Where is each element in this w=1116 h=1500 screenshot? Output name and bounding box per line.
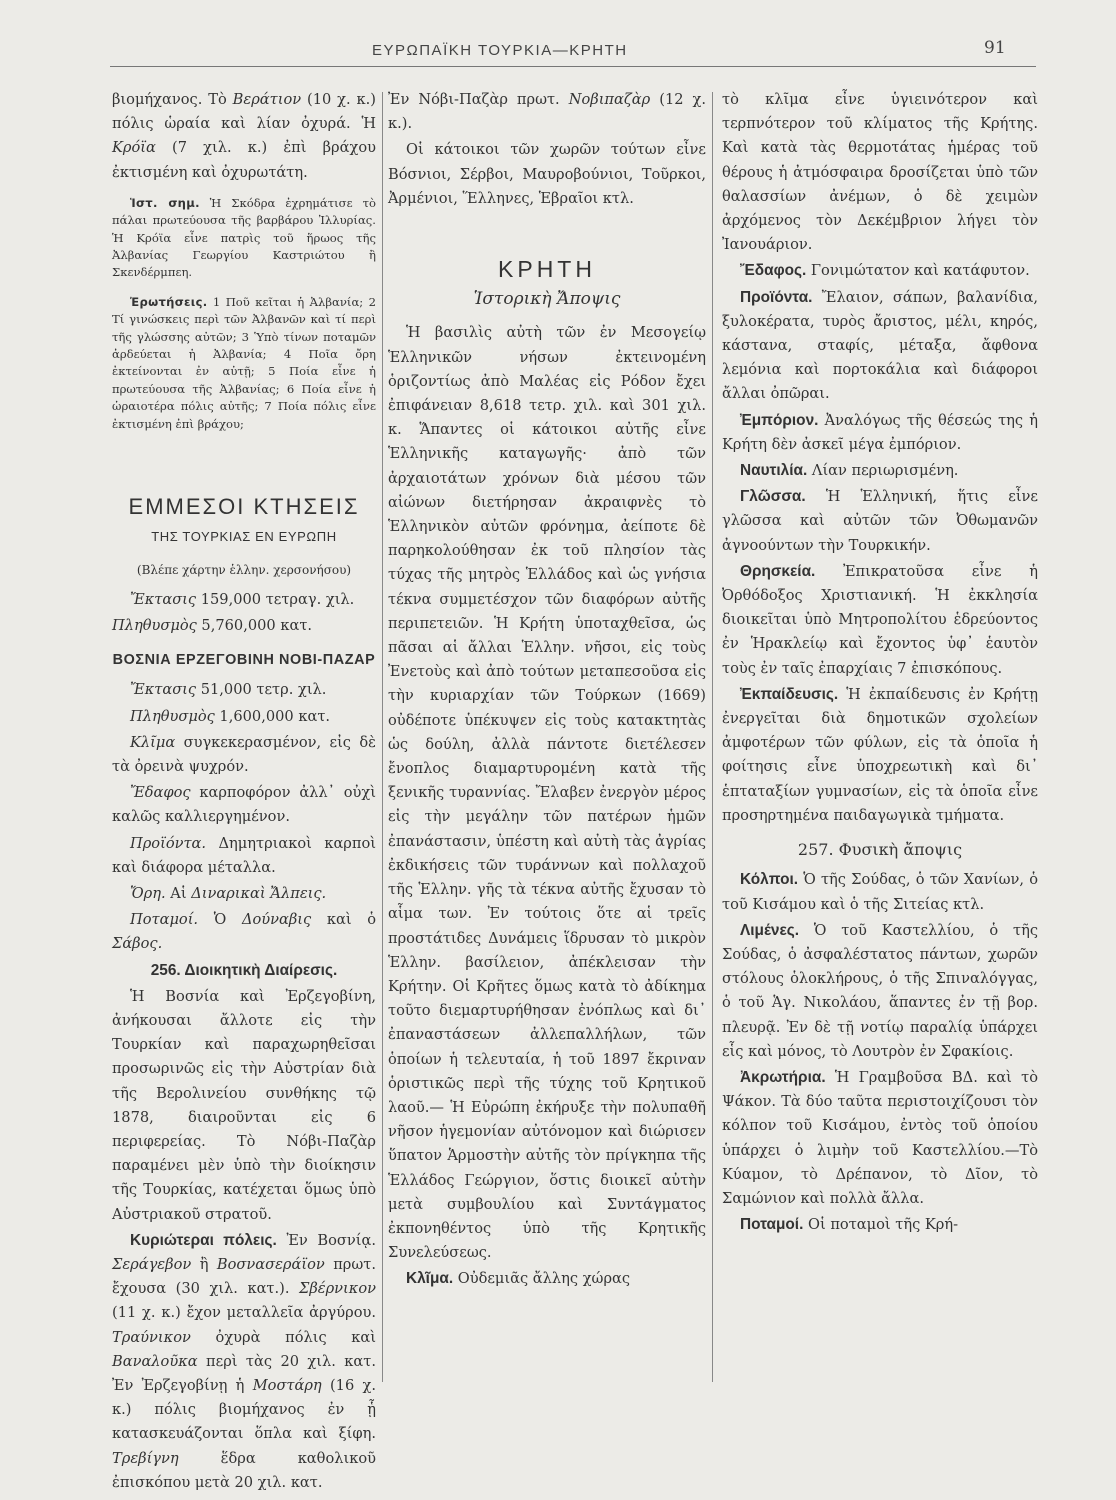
column-1	[112, 88, 376, 1497]
inhabitants-paragraph: Οἱ κάτοικοι τῶν χωρῶν τούτων εἶνε Βόσνιοι, Σέρβοι, Μαυροβούνιοι, Τοῦρκοι, Ἀρμένιοι, Ἕλληνες, Ἑβραῖοι κτλ.	[388, 141, 706, 207]
climate-continuation: τὸ κλῖμα εἶνε ὑγιεινότερον καὶ τερπνότερον τοῦ κλίματος τῆς Κρήτης. Καὶ κατὰ τὰς θερμοτάτας ἡμέρας τοῦ θέρους ἡ ἀτμόσφαιρα δροσίζεται ὑπὸ τῶν θαλασσίων ἀνέμων, ὁ δὲ χειμὼν ἀρχόμενος τὸν Δεκέμβριον λήγει τὸν Ἰανουάριον.	[722, 91, 1038, 254]
historical-note: Ἱστ. σημ. Ἡ Σκόδρα ἐχρημάτισε τὸ πάλαι πρωτεύουσα τῆς βαρβάρου Ἰλλυρίας. Ἡ Κρόϊα εἶνε πατρὶς τοῦ ἥρωος τῆς Ἀλβανίας Γεωργίου Καστριώτου ἢ Σκενδέρμπεη.	[112, 195, 376, 280]
questions: Ἐρωτήσεις. 1 Ποῦ κεῖται ἡ Ἀλβανία; 2 Τί γινώσκεις περὶ τῶν Ἀλβανῶν καὶ τί περὶ τῆς γλώσσης αὐτῶν; 3 Ὑπὸ τίνων ποταμῶν ἀρδεύεται ἡ Ἀλβανία; 4 Ποῖα ὄρη ἐκτείνονται ἐν αὐτῇ; 5 Ποία εἶνε ἡ πρωτεύουσα τῆς Ἀλβανίας; 6 Ποία εἶνε ἡ ὡραιοτέρα πόλις αὐτῆς; 7 Ποία πόλις εἶνε ἐκτισμένη ἐπὶ βράχου;	[112, 294, 376, 431]
bosnia-products: Προϊόντα. Δημητριακοὶ καρποὶ καὶ διάφορα μέταλλα.	[112, 834, 376, 876]
section-257-heading: 257. Φυσικὴ ἄποψις	[797, 840, 963, 860]
bosnia-population: Πληθυσμὸς 1,600,000 κατ.	[130, 707, 331, 725]
bosnia-mountains: Ὄρη. Αἱ Διναρικαὶ Ἄλπεις.	[130, 884, 327, 902]
crete-history-text: Ἡ βασιλὶς αὐτὴ τῶν ἐν Μεσογείῳ Ἑλληνικῶν νήσων ἐκτεινομένη ὁριζοντίως ἀπὸ Μαλέας εἰς Ρόδον ἔχει ἐπιφάνειαν 8,618 τετρ. χιλ. καὶ 301 χιλ. κ. Ἅπαντες οἱ κάτοικοι αὐτῆς εἶνε Ἑλληνικῆς καταγωγῆς· ἀπὸ τῶν ἀρχαιοτάτων χρόνων διὰ μέσου τῶν αἰώνων διετήρησαν ἀκραιφνὲς τὸ Ἑλληνικὸν αὐτῶν φρόνημα, ἀείποτε δὲ παρηκολούθησαν ἐκ τοῦ πλησίον τὰς τύχας τῆς μητρὸς Ἑλλάδος καὶ ὡς γνήσια τέκνα συμμετέσχον τῶν διαφόρων αὐτῆς περιπετειῶν. Ἡ Κρήτη ὑποταχθεῖσα, ὡς πᾶσαι αἱ ἄλλαι Ἑλλην. νῆσοι, εἰς τοὺς Ἐνετοὺς καὶ ἀπὸ τούτων μεταπεσοῦσα εἰς τὴν κυριαρχίαν τῶν Τούρκων (1669) οὐδέποτε ὑπέκυψεν εἰς τοὺς κατακτητὰς ὡς δούλη, ἀλλὰ πάντοτε διετέλεσεν ἔνοπλος διαμαρτυρομένη κατὰ τῆς ξενικῆς τυραννίας. Ἔλαβεν ἐνεργὸν μέρος εἰς τὴν μεγάλην τῶν πατέρων ἡμῶν ἐπανάστασιν, ὑπέστη καὶ αὐτὴ τὰς ἀγρίας ἐκδικήσεις τῶν τυράννων καὶ πολλαχοῦ τῆς Ἑλλην. γῆς τὰ τέκνα αὐτῆς ἔχυσαν τὸ αἷμα των. Ἐν τούτοις ὅτε αἱ τρεῖς προστάτιδες Δυνάμεις ἵδρυσαν τὸ μικρὸν Ἑλλην. βασίλειον, ἀπέκλεισαν τὴν Κρήτην. Οἱ Κρῆτες ὅμως κατὰ τὸ ἀδίκημα τοῦτο διεμαρτυρήθησαν ἐνόπλως καὶ δι᾽ ἐπαναστάσεων ἀλλεπαλλήλων, τῶν ὁποίων ἡ τελευταία, ἡ τοῦ 1897 ἔκριναν ὁριστικῶς περὶ τῆς τύχης τοῦ Κρητικοῦ λαοῦ.— Ἡ Εὐρώπη ἐκήρυξε τὴν πολυπαθῆ νῆσον ἡγεμονίαν αὐτόνομον καὶ διώρισεν ὕπατον Ἁρμοστὴν αὐτῆς τὸν πρίγκηπα τῆς Ἑλλάδος Γεώργιον, ὅστις διοικεῖ αὐτὴν μετὰ συμβουλίου καὶ Συντάγματος ἐκπονηθέντος ὑπὸ τῆς Κρητικῆς Συνελεύσεως.	[388, 324, 706, 1262]
population-line: Πληθυσμὸς 5,760,000 κατ.	[112, 616, 313, 634]
bosnia-climate: Κλῖμα συγκεκερασμένον, εἰς δὲ τὰ ὀρεινὰ ψυχρόν.	[112, 733, 376, 775]
section-title-indirect-possessions: ΕΜΜΕΣΟΙ ΚΤΗΣΕΙΣ	[128, 494, 360, 520]
header-rule	[110, 66, 1036, 67]
crete-soil: Ἔδαφος. Γονιμώτατον καὶ κατάφυτον.	[740, 262, 1030, 280]
bosnia-area: Ἔκτασις 51,000 τετρ. χιλ.	[130, 681, 327, 699]
crete-capes: Ἀκρωτήρια. Ἡ Γραμβοῦσα ΒΔ. καὶ τὸ Ψάκον. Τὰ δύο ταῦτα περιστοιχίζουσι τὸν κόλπον τοῦ Κισάμου, ἐντὸς τοῦ ὁποίου ὑπάρχει ὁ λιμὴν τοῦ Καστελλίου.—Τὸ Κύαμον, τὸ Δρέπανον, τὸ Δῖον, τὸ Σαμώνιον καὶ πολλὰ ἄλλα.	[722, 1068, 1038, 1207]
crete-ports: Λιμένες. Ὁ τοῦ Καστελλίου, ὁ τῆς Σούδας, ὁ ἀσφαλέστατος πάντων, χωρῶν στόλους ὁλοκλήρους, ὁ τῆς Σπιναλόγγας, ὁ τοῦ Ἁγ. Νικολάου, ἅπαντες ἐν τῇ βορ. πλευρᾷ. Ἐν δὲ τῇ νοτίῳ παραλίᾳ ὑπάρχει εἷς καὶ μόνος, τὸ Λουτρὸν ἐν Σφακίοις.	[722, 921, 1038, 1060]
page-number: 91	[984, 38, 1006, 58]
column-divider-1	[382, 92, 383, 1382]
bosnia-rivers: Ποταμοί. Ὁ Δούναβις καὶ ὁ Σάβος.	[112, 911, 376, 953]
bosnia-heading: ΒΟΣΝΙΑ ΕΡΖΕΓΟΒΙΝΗ ΝΟΒΙ-ΠΑΖΑΡ	[112, 652, 376, 669]
crete-education: Ἐκπαίδευσις. Ἡ ἐκπαίδευσις ἐν Κρήτῃ ἐνεργεῖται διὰ δημοτικῶν σχολείων ἀμφοτέρων τῶν φύλων, εἰς τὰ ὁποῖα ἡ φοίτησις εἶνε ὑποχρεωτικὴ καὶ δι᾽ ἑπταταξίων γυμνασίων, εἰς τὰ ὁποῖα εἶνε προσηρτημένα παιδαγωγικὰ τμήματα.	[722, 685, 1038, 824]
crete-title: ΚΡΗΤΗ	[498, 256, 596, 283]
map-reference: (Βλέπε χάρτην ἑλλην. χερσονήσου)	[136, 562, 352, 577]
albania-cities-paragraph: βιομήχανος. Τὸ Βεράτιον (10 χ. κ.) πόλις ὡραία καὶ λίαν ὀχυρά. Ἡ Κρόϊα (7 χιλ. κ.) ἐπὶ βράχου ἐκτισμένη καὶ ὀχυρωτάτη.	[112, 91, 376, 181]
crete-religion: Θρησκεία. Ἐπικρατοῦσα εἶνε ἡ Ὀρθόδοξος Χριστιανική. Ἡ ἐκκλησία διοικεῖται ὑπὸ Μητροπολίτου ἑδρεύοντος ἐν Ἡρακλείῳ καὶ ἔχοντος ὑφ᾽ ἑαυτὸν τοὺς ἐν ταῖς ἐπαρχίαις 7 ἐπισκόπους.	[722, 562, 1038, 677]
crete-climate-start: Κλῖμα. Οὐδεμιᾶς ἄλλης χώρας	[406, 1270, 631, 1288]
main-cities-paragraph: Κυριώτεραι πόλεις. Ἐν Βοσνίᾳ. Σεράγεβον ἢ Βοσνασεράϊον πρωτ. ἔχουσα (30 χιλ. κατ.). Σβέρνικον (11 χ. κ.) ἔχον μεταλλεῖα ἀργύρου. Τραύνικον ὀχυρὰ πόλις καὶ Βαναλοῦκα περὶ τὰς 20 χιλ. κατ. Ἐν Ἐρζεγοβίνῃ ἡ Μοστάρη (16 χ. κ.) πόλις βιομήχανος ἐν ᾗ κατασκευάζονται ὅπλα καὶ ξίφη. Τρεβίγνη ἕδρα καθολικοῦ ἐπισκόπου μετὰ 20 χιλ. κατ.	[112, 1231, 376, 1491]
novi-pazar-line: Ἐν Νόβι-Παζὰρ πρωτ. Νοβιπαζὰρ (12 χ. κ.).	[388, 91, 707, 133]
crete-products: Προϊόντα. Ἔλαιον, σάπων, βαλανίδια, ξυλοκέρατα, τυρὸς ἄριστος, μέλι, κηρός, κάστανα, σταφίς, μέταξα, ἄφθονα λεμόνια καὶ πορτοκάλια καὶ διάφοροι ἄλλαι ὀπῶραι.	[722, 288, 1038, 403]
crete-subtitle: Ἱστορικὴ Ἄποψις	[473, 289, 621, 310]
crete-navigation: Ναυτιλία. Λίαν περιωρισμένη.	[740, 462, 959, 480]
crete-gulfs: Κόλποι. Ὁ τῆς Σούδας, ὁ τῶν Χανίων, ὁ τοῦ Κισάμου καὶ ὁ τῆς Σιτείας κτλ.	[722, 871, 1038, 913]
column-2	[388, 88, 706, 1294]
crete-rivers: Ποταμοί. Οἱ ποταμοὶ τῆς Κρή-	[740, 1216, 959, 1234]
page-header	[0, 38, 1116, 68]
section-256-text: Ἡ Βοσνία καὶ Ἐρζεγοβίνη, ἀνήκουσαι ἄλλοτε εἰς τὴν Τουρκίαν καὶ παραχωρηθεῖσαι προσωρινῶς εἰς τὴν Αὐστρίαν διὰ τῆς Βερολινείου συνθήκης τῷ 1878, διαιροῦνται εἰς 6 περιφερείας. Τὸ Νόβι-Παζὰρ παραμένει μὲν ὑπὸ τὴν διοίκησιν τῆς Τουρκίας, κατέχεται ὅμως ὑπὸ Αὐστριακοῦ στρατοῦ.	[112, 987, 376, 1223]
crete-trade: Ἐμπόριον. Ἀναλόγως τῆς θέσεώς της ἡ Κρήτη δὲν ἀσκεῖ μέγα ἐμπόριον.	[722, 411, 1038, 453]
crete-language: Γλῶσσα. Ἡ Ἑλληνική, ἥτις εἶνε γλῶσσα καὶ αὐτῶν τῶν Ὀθωμανῶν ἀγνοούντων τὴν Τουρκικήν.	[722, 488, 1038, 554]
section-subtitle: ΤΗΣ ΤΟΥΡΚΙΑΣ ΕΝ ΕΥΡΩΠΗ	[151, 529, 337, 545]
bosnia-soil: Ἔδαφος καρποφόρον ἀλλ᾽ οὐχὶ καλῶς καλλιεργημένον.	[112, 784, 376, 826]
column-divider-2	[712, 92, 713, 1382]
area-line: Ἔκτασις 159,000 τετραγ. χιλ.	[130, 590, 355, 608]
running-title: ΕΥΡΩΠΑΪΚΗ ΤΟΥΡΚΙΑ—ΚΡΗΤΗ	[372, 42, 628, 59]
column-3	[722, 88, 1038, 1239]
section-256-heading: 256. Διοικητικὴ Διαίρεσις.	[150, 961, 338, 979]
